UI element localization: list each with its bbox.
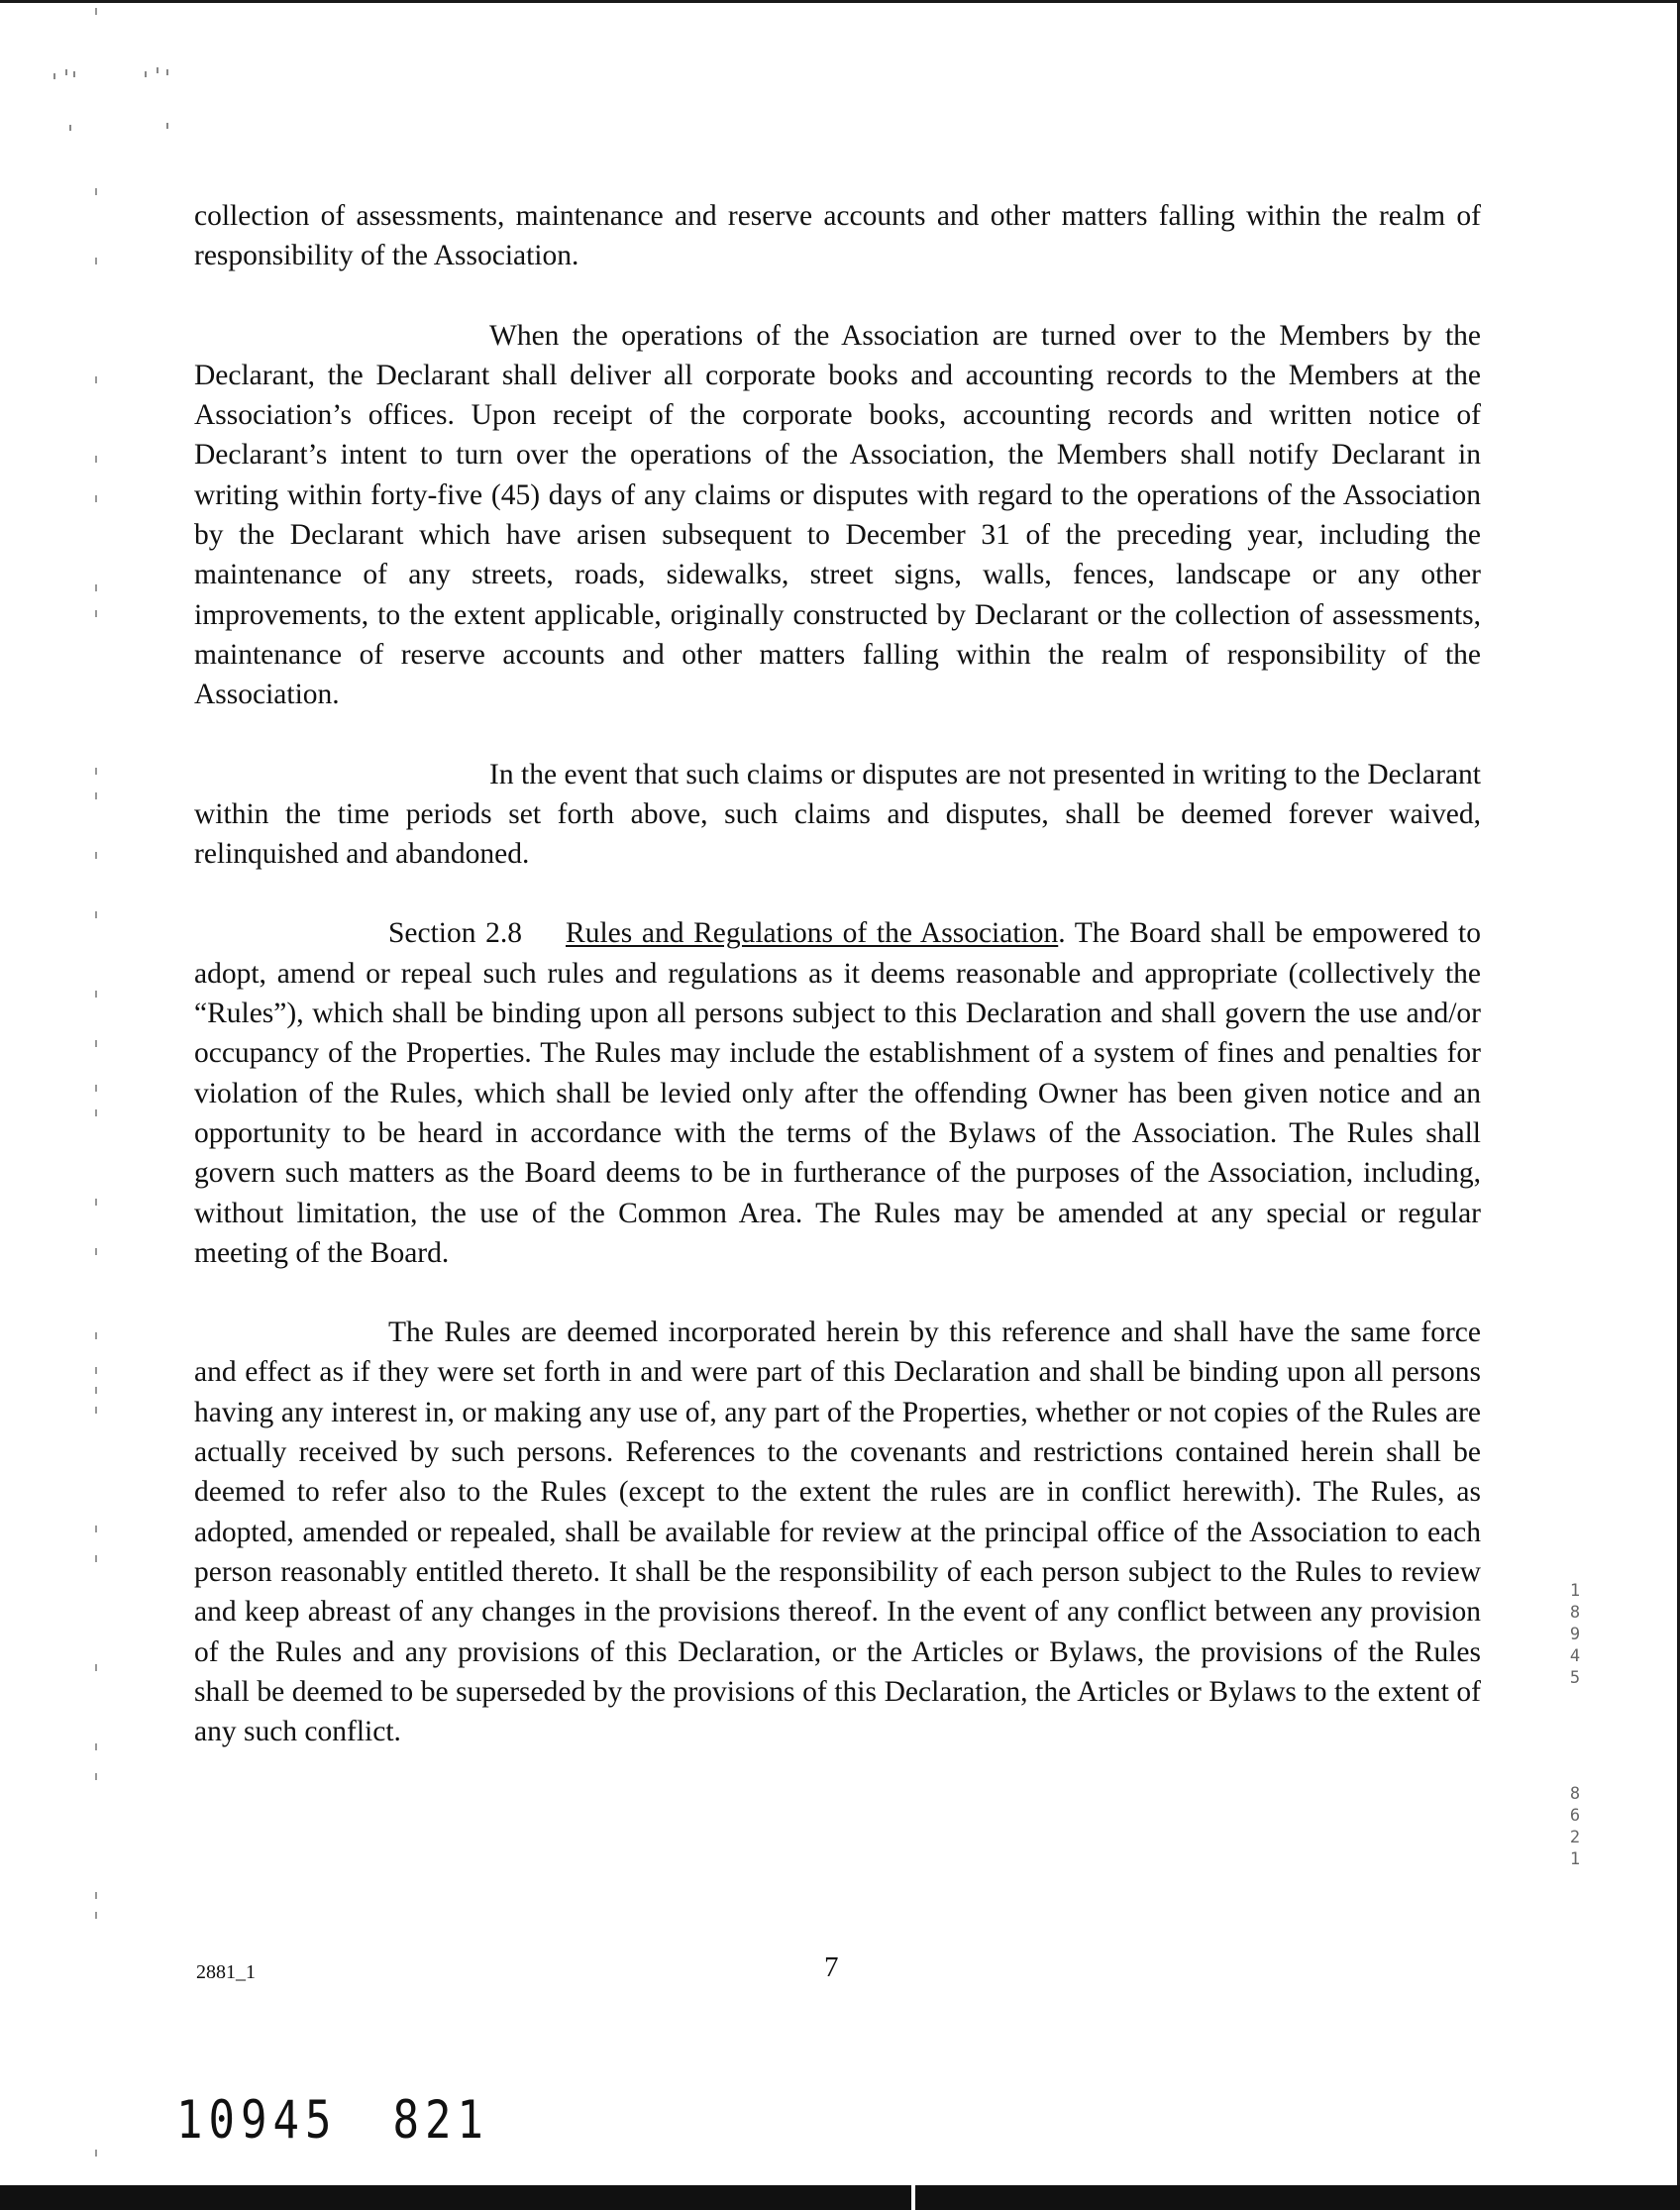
side-stamp-digit: 6: [1569, 1806, 1581, 1826]
paragraph-turnover-operations: When the operations of the Association are turned over to the Members by the Declarant, the Declarant shall deliver all corporate books and accounting records to the Members at the Association’s offices. Upon receipt of the corporate books, accounting records and written notice of Declarant’s intent to turn over the operations of the Association, the Members shall notify Declarant in writing within forty-five (45) days of any claims or disputes with regard to the operations of the Association by the Declarant which have arisen subsequent to December 31 of the preceding year, including the maintenance of any streets, roads, sidewalks, street signs, walls, fences, landscape or any other improvements, to the extent applicable, originally constructed by Declarant or the collection of assessments, maintenance of reserve accounts and other matters falling within the realm of responsibility of the Association.: [194, 319, 1481, 711]
side-stamp-lower: [1568, 1783, 1582, 1870]
page-number: 7: [824, 1951, 839, 1983]
side-stamp-digit: 5: [1569, 1668, 1581, 1688]
recording-book-number: 10945: [176, 2090, 338, 2152]
section-2-8-paragraph: [194, 913, 1481, 1273]
recording-stamp: [176, 2090, 489, 2151]
side-stamp-digit: 2: [1569, 1828, 1581, 1847]
document-number: 2881_1: [196, 1961, 256, 1983]
section-label: Section 2.8: [388, 917, 523, 950]
side-stamp-upper: [1568, 1580, 1582, 1689]
side-stamp-digit: 1: [1569, 1581, 1581, 1601]
document-body: [194, 196, 1481, 1791]
bottom-scan-border: [0, 2185, 1680, 2210]
side-stamp-digit: 4: [1569, 1646, 1581, 1666]
top-scan-border: [0, 0, 1680, 3]
bottom-scan-gap: [911, 2181, 915, 2210]
section-heading: Rules and Regulations of the Association: [566, 917, 1059, 950]
side-stamp-digit: 9: [1569, 1625, 1581, 1644]
paragraph-claims-waived: In the event that such claims or disputes are not presented in writing to the Declarant within the time periods set forth above, such claims and disputes, shall be deemed forever waived, relinquished and abandoned.: [194, 758, 1481, 871]
left-margin-punch-marks: [91, 0, 103, 2179]
side-stamp-digit: 1: [1569, 1849, 1581, 1869]
recording-page-number: 821: [392, 2090, 489, 2152]
scan-specks: [46, 55, 194, 155]
paragraph-continuation: collection of assessments, maintenance and reserve accounts and other matters falling within the realm of responsibility of the Association.: [194, 200, 1481, 272]
side-stamp-digit: 8: [1569, 1603, 1581, 1623]
paragraph-rules-incorporated: The Rules are deemed incorporated herein by this reference and shall have the same force and effect as if they were set forth in and were part of this Declaration and shall be binding upon all persons having any interest in, or making any use of, any part of the Properties, whether or not copies of the Rules are actually received by such persons. References to the covenants and restrictions contained herein shall be deemed to refer also to the Rules (except to the extent the rules are in conflict herewith). The Rules, as adopted, amended or repealed, shall be available for review at the principal office of the Association to each person reasonably entitled thereto. It shall be the responsibility of each person subject to the Rules to review and keep abreast of any changes in the provisions thereof. In the event of any conflict between any provision of the Rules and any provisions of this Declaration, or the Articles or Bylaws, the provisions of the Rules shall be deemed to be superseded by the provisions of this Declaration, the Articles or Bylaws to the extent of any such conflict.: [194, 1316, 1481, 1748]
side-stamp-digit: 8: [1569, 1784, 1581, 1804]
section-body: . The Board shall be empowered to adopt, amend or repeal such rules and regulations as it deems reasonable and appropriate (collectively the “Rules”), which shall be binding upon all persons subject to this Declaration and shall govern the use and/or occupancy of the Properties. The Rules may include the establishment of a system of fines and penalties for violation of the Rules, which shall be levied only after the offending Owner has been given notice and an opportunity to be heard in accordance with the terms of the Bylaws of the Association. The Rules shall govern such matters as the Board deems to be in furtherance of the purposes of the Association, including, without limitation, the use of the Common Area. The Rules may be amended at any special or regular meeting of the Board.: [194, 917, 1481, 1269]
